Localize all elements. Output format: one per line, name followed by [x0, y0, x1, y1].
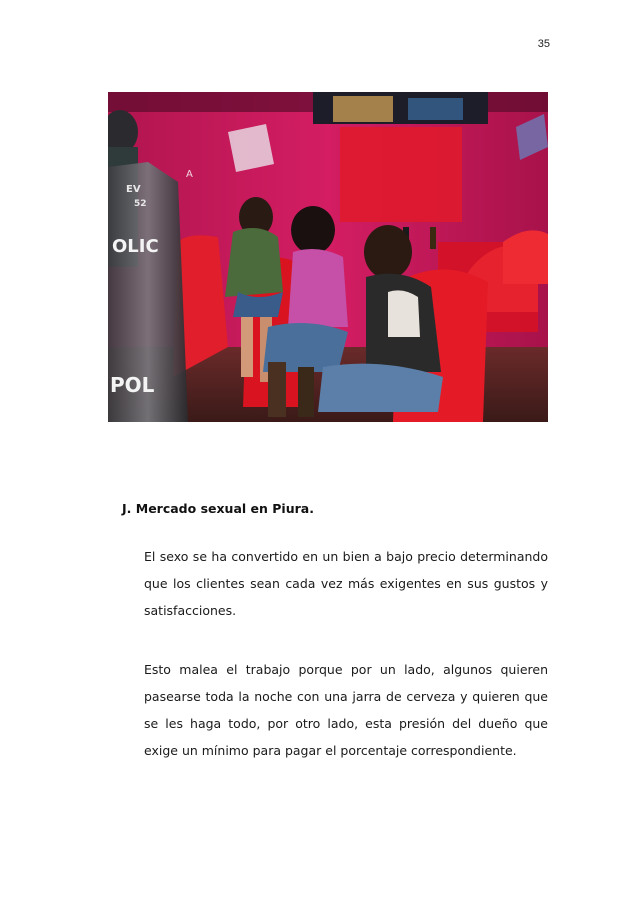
paragraph-1: El sexo se ha convertido en un bien a bajo precio determinando que los clientes sean cada vez más exigentes en sus gustos y satisfacciones. [144, 549, 548, 618]
page-number: 35 [537, 38, 550, 50]
paragraph-2: Esto malea el trabajo porque por un lado, algunos quieren pasearse toda la noche con una jarra de cerveza y quieren que se les haga todo, por otro lado, esta presión del dueño que exige un mínimo para pagar el porcentaje correspondiente. [144, 662, 548, 758]
shield-text-top: EV [126, 184, 141, 195]
poster-letter: A [186, 169, 193, 180]
section-heading: J. Mercado sexual en Piura. [122, 501, 314, 516]
shield-text-bottom: POL [110, 373, 155, 397]
photo-scene [108, 92, 548, 422]
shield-text-num: 52 [134, 199, 147, 209]
red-panel [340, 127, 462, 222]
photo-figure [108, 92, 548, 422]
shield-text-mid: OLIC [112, 236, 159, 257]
